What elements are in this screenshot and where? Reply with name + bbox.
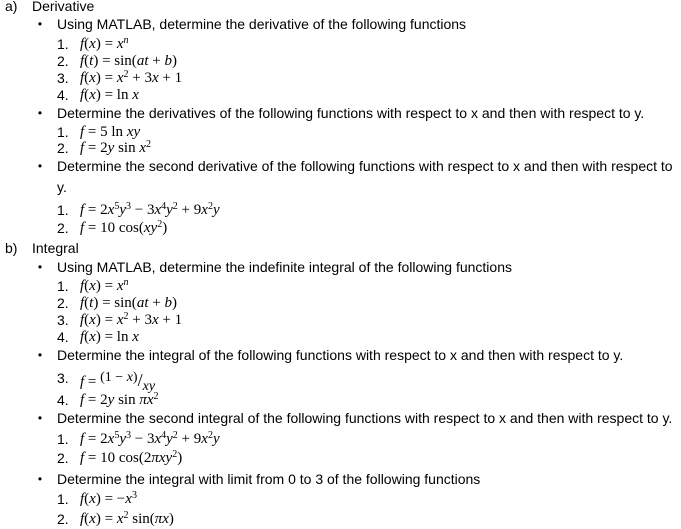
section-a-label: a) <box>5 0 18 14</box>
b-b1-item-1-formula: $f(x) = x^n$ <box>80 277 129 294</box>
a-bullet-1-text: Using MATLAB, determine the derivative of the following functions <box>57 16 467 32</box>
a-bullet-3-text-line1: Determine the second derivative of the following functions with respect to x and then with respect to <box>57 158 673 174</box>
a-bullet-2-text: Determine the derivatives of the following functions with respect to x and then with respect to y. <box>57 105 645 121</box>
a-b1-item-3-formula: $f(x) = x^2 + 3x + 1$ <box>80 69 183 86</box>
b-b2-item-4-num: 4. <box>57 392 69 408</box>
section-b-label: b) <box>5 240 18 256</box>
a-b1-item-3-num: 3. <box>57 70 69 86</box>
b-bullet-3-text: Determine the second integral of the following functions with respect to x and then with respect to y. <box>57 410 673 426</box>
a-b1-item-4-num: 4. <box>57 87 69 103</box>
b-b1-item-3-num: 3. <box>57 312 69 328</box>
b-bullet-1-text: Using MATLAB, determine the indefinite integral of the following functions <box>57 259 512 275</box>
b-b1-item-3-formula: $f(x) = x^2 + 3x + 1$ <box>80 311 183 328</box>
a-b2-item-2-num: 2. <box>57 140 69 156</box>
a-b2-item-1-num: 1. <box>57 124 69 140</box>
a-b1-item-1-formula: $f(x) = x^n$ <box>80 35 129 52</box>
b-b1-item-4-num: 4. <box>57 329 69 345</box>
bullet-icon: • <box>37 159 43 173</box>
b-b3-item-2-num: 2. <box>57 450 69 466</box>
b-b2-item-3-formula: f = (1 − x)/xy <box>80 370 156 394</box>
bullet-icon: • <box>37 472 43 486</box>
b-b2-item-4-formula: f = 2y $\sin \pi x^2$ <box>80 391 159 408</box>
section-a-title: Derivative <box>32 0 95 14</box>
bullet-icon: • <box>37 106 43 120</box>
b-b1-item-2-formula: f(t) = sin(at + b) <box>80 295 177 311</box>
a-b3-item-2-num: 2. <box>57 220 69 236</box>
a-b1-item-2-num: 2. <box>57 53 69 69</box>
a-b1-item-2-formula: f(t) = sin(at + b) <box>80 53 177 69</box>
a-b3-item-1-formula: $f = 2x^5y^3 - 3x^4y^2 + 9x^2y$ <box>80 201 220 218</box>
b-b3-item-1-num: 1. <box>57 431 69 447</box>
a-b3-item-2-formula: f = 10 $\cos(xy^2)$ <box>80 219 168 236</box>
b-b1-item-2-num: 2. <box>57 295 69 311</box>
b-b3-item-2-formula: f = 10 cos(2πxy$^2$) <box>80 449 183 466</box>
b-b3-item-1-formula: $f = 2x^5y^3 - 3x^4y^2 + 9x^2y$ <box>80 430 220 447</box>
a-b1-item-1-num: 1. <box>57 36 69 52</box>
b-bullet-2-text: Determine the integral of the following functions with respect to x and then with respect to y. <box>57 347 624 363</box>
bullet-icon: • <box>37 17 43 31</box>
b-b4-item-1-formula: $f(x) = -x^3$ <box>80 490 137 507</box>
a-b2-item-2-formula: f = 2y $\sin x^2$ <box>80 139 151 156</box>
b-b1-item-1-num: 1. <box>57 278 69 294</box>
bullet-icon: • <box>37 260 43 274</box>
a-bullet-3-text-line2: y. <box>57 179 67 195</box>
a-b2-item-1-formula: f = 5 ln xy <box>80 124 141 140</box>
b-b4-item-2-formula: $f(x) = x^2$ sin(πx) <box>80 510 174 527</box>
bullet-icon: • <box>37 411 43 425</box>
b-b4-item-1-num: 1. <box>57 491 69 507</box>
b-b2-item-3-num: 3. <box>57 370 69 386</box>
a-b1-item-4-formula: f(x) = ln x <box>80 87 139 103</box>
section-b-title: Integral <box>32 240 79 256</box>
b-b4-item-2-num: 2. <box>57 511 69 527</box>
b-bullet-4-text: Determine the integral with limit from 0 to 3 of the following functions <box>57 471 481 487</box>
b-b1-item-4-formula: f(x) = ln x <box>80 329 139 345</box>
a-b3-item-1-num: 1. <box>57 202 69 218</box>
bullet-icon: • <box>37 348 43 362</box>
